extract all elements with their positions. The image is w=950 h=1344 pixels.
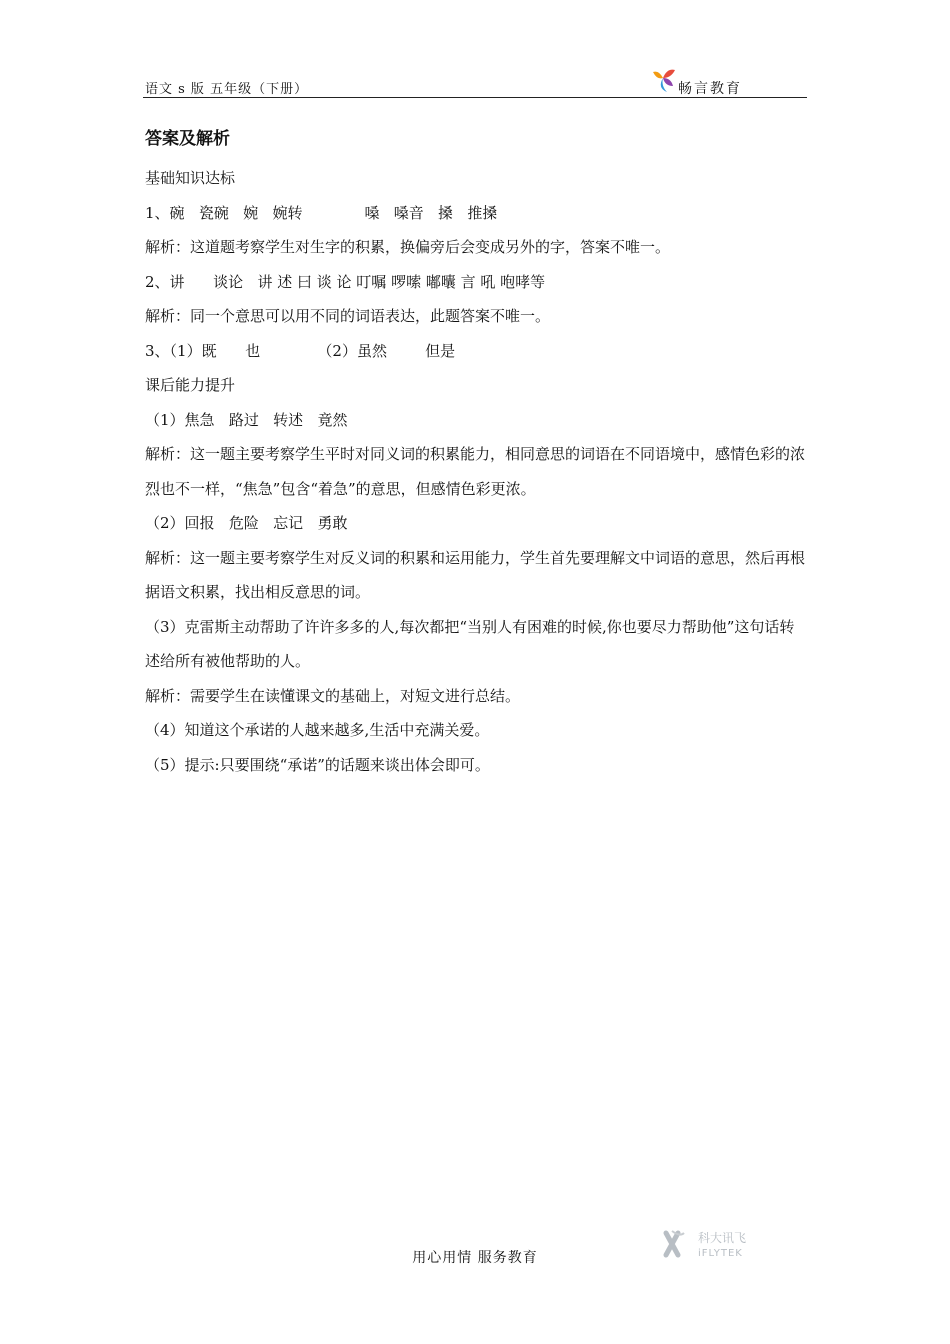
text-line: 3、（1）既 也 （2）虽然 但是 [145, 341, 456, 360]
page-header [143, 66, 807, 98]
text-line: （1）焦急 路过 转述 竟然 [145, 410, 348, 429]
section-title: 答案及解析 [145, 129, 230, 149]
footer-slogan: 用心用情 服务教育 [412, 1250, 538, 1266]
text-line: 2、讲 谈论 讲 述 曰 谈 论 叮嘱 啰嗦 嘟囔 言 吼 咆哮等 [145, 272, 546, 291]
answer-paragraph: （3）克雷斯主动帮助了许许多多的人,每次都把“当别人有困难的时候,你也要尽力帮助他”这句话转述给所有被他帮助的人。 [145, 617, 795, 670]
logo-en-text: iFLYTEK [698, 1248, 743, 1259]
text-line: 解析：这道题考察学生对生字的积累，换偏旁后会变成另外的字，答案不唯一。 [145, 238, 671, 256]
iflytek-logo-icon [662, 1227, 774, 1261]
header-brand: 畅言教育 [678, 81, 742, 97]
logo-cn-text: 科大讯飞 [698, 1231, 747, 1245]
text-line: （4）知道这个承诺的人越来越多,生活中充满关爱。 [145, 721, 490, 739]
changyan-logo-icon [649, 66, 679, 94]
text-line: 解析：同一个意思可以用不同的词语表达，此题答案不唯一。 [145, 307, 551, 325]
text-line: 课后能力提升 [145, 376, 236, 394]
text-line: （5）提示:只要围绕“承诺”的话题来谈出体会即可。 [145, 755, 490, 774]
text-line: （2）回报 危险 忘记 勇敢 [145, 514, 348, 532]
header-subject: 语文 s 版 五年级（下册） [145, 82, 309, 97]
analysis-paragraph: 解析：这一题主要考察学生平时对同义词的积累能力，相同意思的词语在不同语境中，感情色彩的浓烈也不一样，“焦急”包含“着急”的意思，但感情色彩更浓。 [145, 445, 806, 498]
answer-content [145, 124, 807, 782]
text-line: 基础知识达标 [145, 169, 236, 187]
text-line: 1、碗 瓷碗 婉 婉转 嗓 嗓音 搡 推搡 [145, 203, 498, 222]
text-line: 解析：需要学生在读懂课文的基础上，对短文进行总结。 [145, 686, 521, 705]
analysis-paragraph: 解析：这一题主要考察学生对反义词的积累和运用能力，学生首先要理解文中词语的意思，然后再根据语文积累，找出相反意思的词。 [145, 548, 806, 601]
